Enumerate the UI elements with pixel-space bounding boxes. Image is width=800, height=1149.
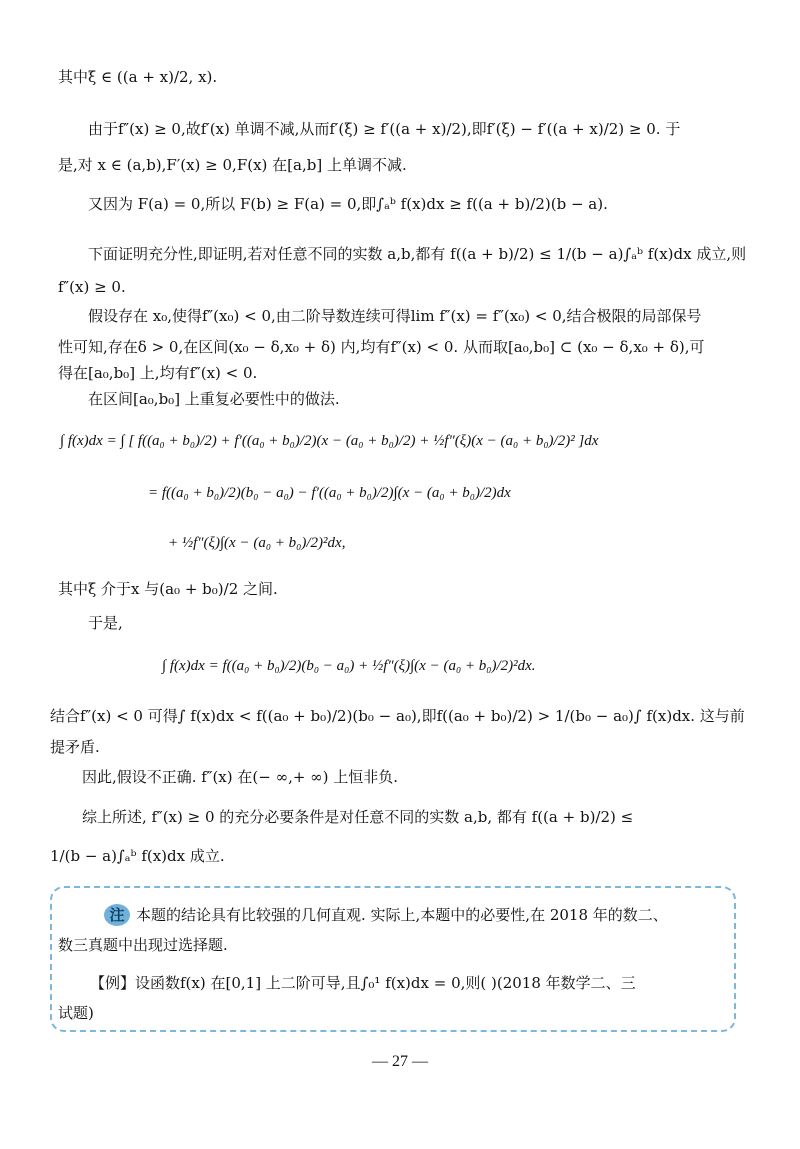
equation-1: ∫ f(x)dx = ∫ [ f((a₀ + b₀)/2) + f′((a₀ + b₀)/2)(x − (a₀ + b₀)/2) + ½f″(ξ)(x − (a₀ + b₀)/2)² ]dx bbox=[60, 433, 599, 449]
page-number: — 27 — bbox=[372, 1053, 428, 1070]
text-line-10: 在区间[a₀,b₀] 上重复必要性中的做法. bbox=[88, 390, 340, 408]
text-line-6: f″(x) ≥ 0. bbox=[58, 278, 126, 296]
equation-3: + ½f″(ξ)∫(x − (a₀ + b₀)/2)²dx, bbox=[168, 535, 346, 551]
text-line-5: 下面证明充分性,即证明,若对任意不同的实数 a,b,都有 f((a + b)/2) ≤ 1/(b − a)∫ₐᵇ f(x)dx 成立,则 bbox=[88, 245, 747, 263]
text-line-13: 结合f″(x) < 0 可得∫ f(x)dx < f((a₀ + b₀)/2)(b₀ − a₀),即f((a₀ + b₀)/2) > 1/(b₀ − a₀)∫ f(x)dx. 这与前 bbox=[50, 707, 745, 725]
note-badge-icon: 注 bbox=[104, 904, 130, 926]
text-line-8: 性可知,存在δ > 0,在区间(x₀ − δ,x₀ + δ) 内,均有f″(x) < 0. 从而取[a₀,b₀] ⊂ (x₀ − δ,x₀ + δ),可 bbox=[58, 338, 705, 356]
note-line-4: 试题) bbox=[58, 1004, 94, 1022]
note-line-3: 【例】设函数f(x) 在[0,1] 上二阶可导,且∫₀¹ f(x)dx = 0,则( )(2018 年数学二、三 bbox=[90, 974, 636, 992]
text-line-1: 其中ξ ∈ ((a + x)/2, x). bbox=[58, 68, 218, 86]
note-line-2: 数三真题中出现过选择题. bbox=[58, 936, 228, 954]
note-box bbox=[50, 886, 736, 1032]
text-line-17: 1/(b − a)∫ₐᵇ f(x)dx 成立. bbox=[50, 847, 225, 865]
text-line-11: 其中ξ 介于x 与(a₀ + b₀)/2 之间. bbox=[58, 580, 278, 598]
text-line-9: 得在[a₀,b₀] 上,均有f″(x) < 0. bbox=[58, 364, 258, 382]
equation-2: = f((a₀ + b₀)/2)(b₀ − a₀) − f′((a₀ + b₀)/2)∫(x − (a₀ + b₀)/2)dx bbox=[148, 485, 511, 501]
text-line-2: 由于f″(x) ≥ 0,故f′(x) 单调不减,从而f′(ξ) ≥ f′((a + x)/2),即f′(ξ) − f′((a + x)/2) ≥ 0. 于 bbox=[88, 120, 681, 138]
text-line-12: 于是, bbox=[88, 614, 123, 632]
note-text-1: 本题的结论具有比较强的几何直观. 实际上,本题中的必要性,在 2018 年的数二、 bbox=[136, 906, 668, 924]
text-line-14: 提矛盾. bbox=[50, 738, 100, 756]
text-line-16: 综上所述, f″(x) ≥ 0 的充分必要条件是对任意不同的实数 a,b, 都有 f((a + b)/2) ≤ bbox=[82, 808, 634, 826]
text-line-15: 因此,假设不正确. f″(x) 在(− ∞,+ ∞) 上恒非负. bbox=[82, 768, 399, 786]
note-line-1 bbox=[104, 904, 668, 926]
text-line-3: 是,对 x ∈ (a,b),F′(x) ≥ 0,F(x) 在[a,b] 上单调不减. bbox=[58, 156, 407, 174]
equation-4: ∫ f(x)dx = f((a₀ + b₀)/2)(b₀ − a₀) + ½f″(ξ)∫(x − (a₀ + b₀)/2)²dx. bbox=[162, 658, 536, 674]
text-line-7: 假设存在 x₀,使得f″(x₀) < 0,由二阶导数连续可得lim f″(x) = f″(x₀) < 0,结合极限的局部保号 bbox=[88, 307, 702, 325]
text-line-4: 又因为 F(a) = 0,所以 F(b) ≥ F(a) = 0,即∫ₐᵇ f(x)dx ≥ f((a + b)/2)(b − a). bbox=[88, 195, 608, 213]
